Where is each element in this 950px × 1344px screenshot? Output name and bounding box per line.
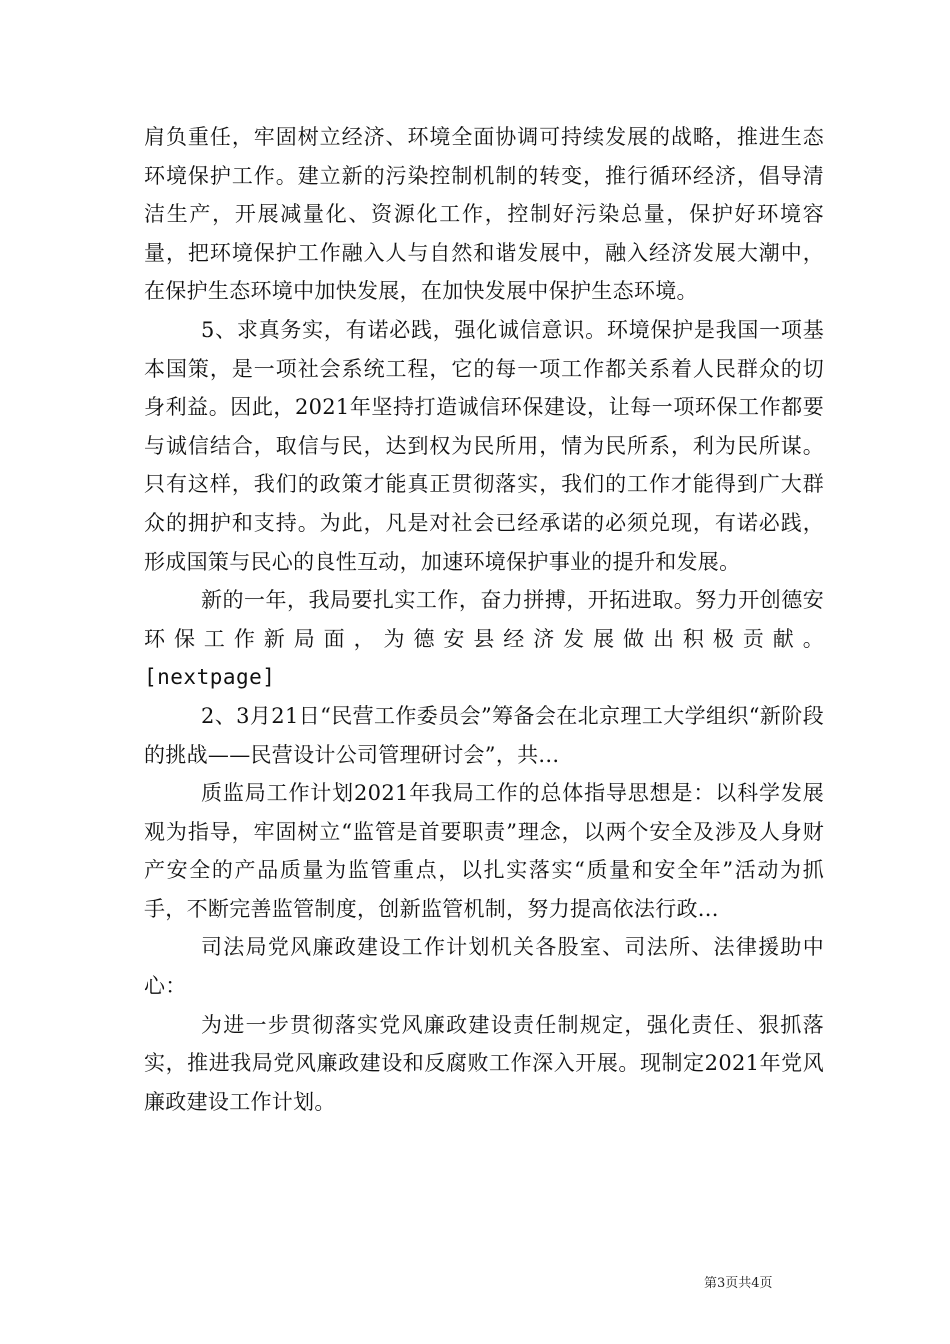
paragraph-justice-bureau-heading: 司法局党风廉政建设工作计划机关各股室、司法所、法律援助中心： — [144, 935, 824, 999]
paragraph-environment-capacity: 肩负重任，牢固树立经济、环境全面协调可持续发展的战略，推进生态环境保护工作。建立新的污染控制机制的转变，推行循环经济，倡导清洁生产，开展减量化、资源化工作，控制好污染总量，保护好环境容量，把环境保护工作融入人与自然和谐发展中，融入经济发展大潮中，在保护生态环境中加快发展，在加快发展中保护生态环境。 — [144, 125, 824, 304]
paragraph-private-committee: 2、3月21日“民营工作委员会”筹备会在北京理工大学组织“新阶段的挑战——民营设计公司管理研讨会”，共... — [144, 703, 824, 767]
paragraph-new-year: 新的一年，我局要扎实工作，奋力拼搏，开拓进取。努力开创德安环保工作新局面，为德安县经济发展做出积极贡献。 — [144, 588, 824, 651]
document-body — [144, 118, 824, 1121]
paragraph-anti-corruption: 为进一步贯彻落实党风廉政建设责任制规定，强化责任、狠抓落实，推进我局党风廉政建设和反腐败工作深入开展。现制定2021年党风廉政建设工作计划。 — [144, 1012, 824, 1114]
page-number: 第3页共4页 — [704, 1276, 773, 1291]
nextpage-marker: [nextpage] — [144, 665, 276, 690]
paragraph-quality-bureau: 质监局工作计划2021年我局工作的总体指导思想是：以科学发展观为指导，牢固树立“监管是首要职责”理念，以两个安全及涉及人身财产安全的产品质量为监管重点，以扎实落实“质量和安全年”活动为抓手，不断完善监管制度，创新监管机制，努力提高依法行政... — [144, 781, 824, 921]
paragraph-integrity: 5、求真务实，有诺必践，强化诚信意识。环境保护是我国一项基本国策，是一项社会系统工程，它的每一项工作都关系着人民群众的切身利益。因此，2021年坚持打造诚信环保建设，让每一项环保工作都要与诚信结合，取信与民，达到权为民所用，情为民所系，利为民所谋。只有这样，我们的政策才能真正贯彻落实，我们的工作才能得到广大群众的拥护和支持。为此，凡是对社会已经承诺的必须兑现，有诺必践，形成国策与民心的良性互动，加速环境保护事业的提升和发展。 — [144, 317, 824, 574]
